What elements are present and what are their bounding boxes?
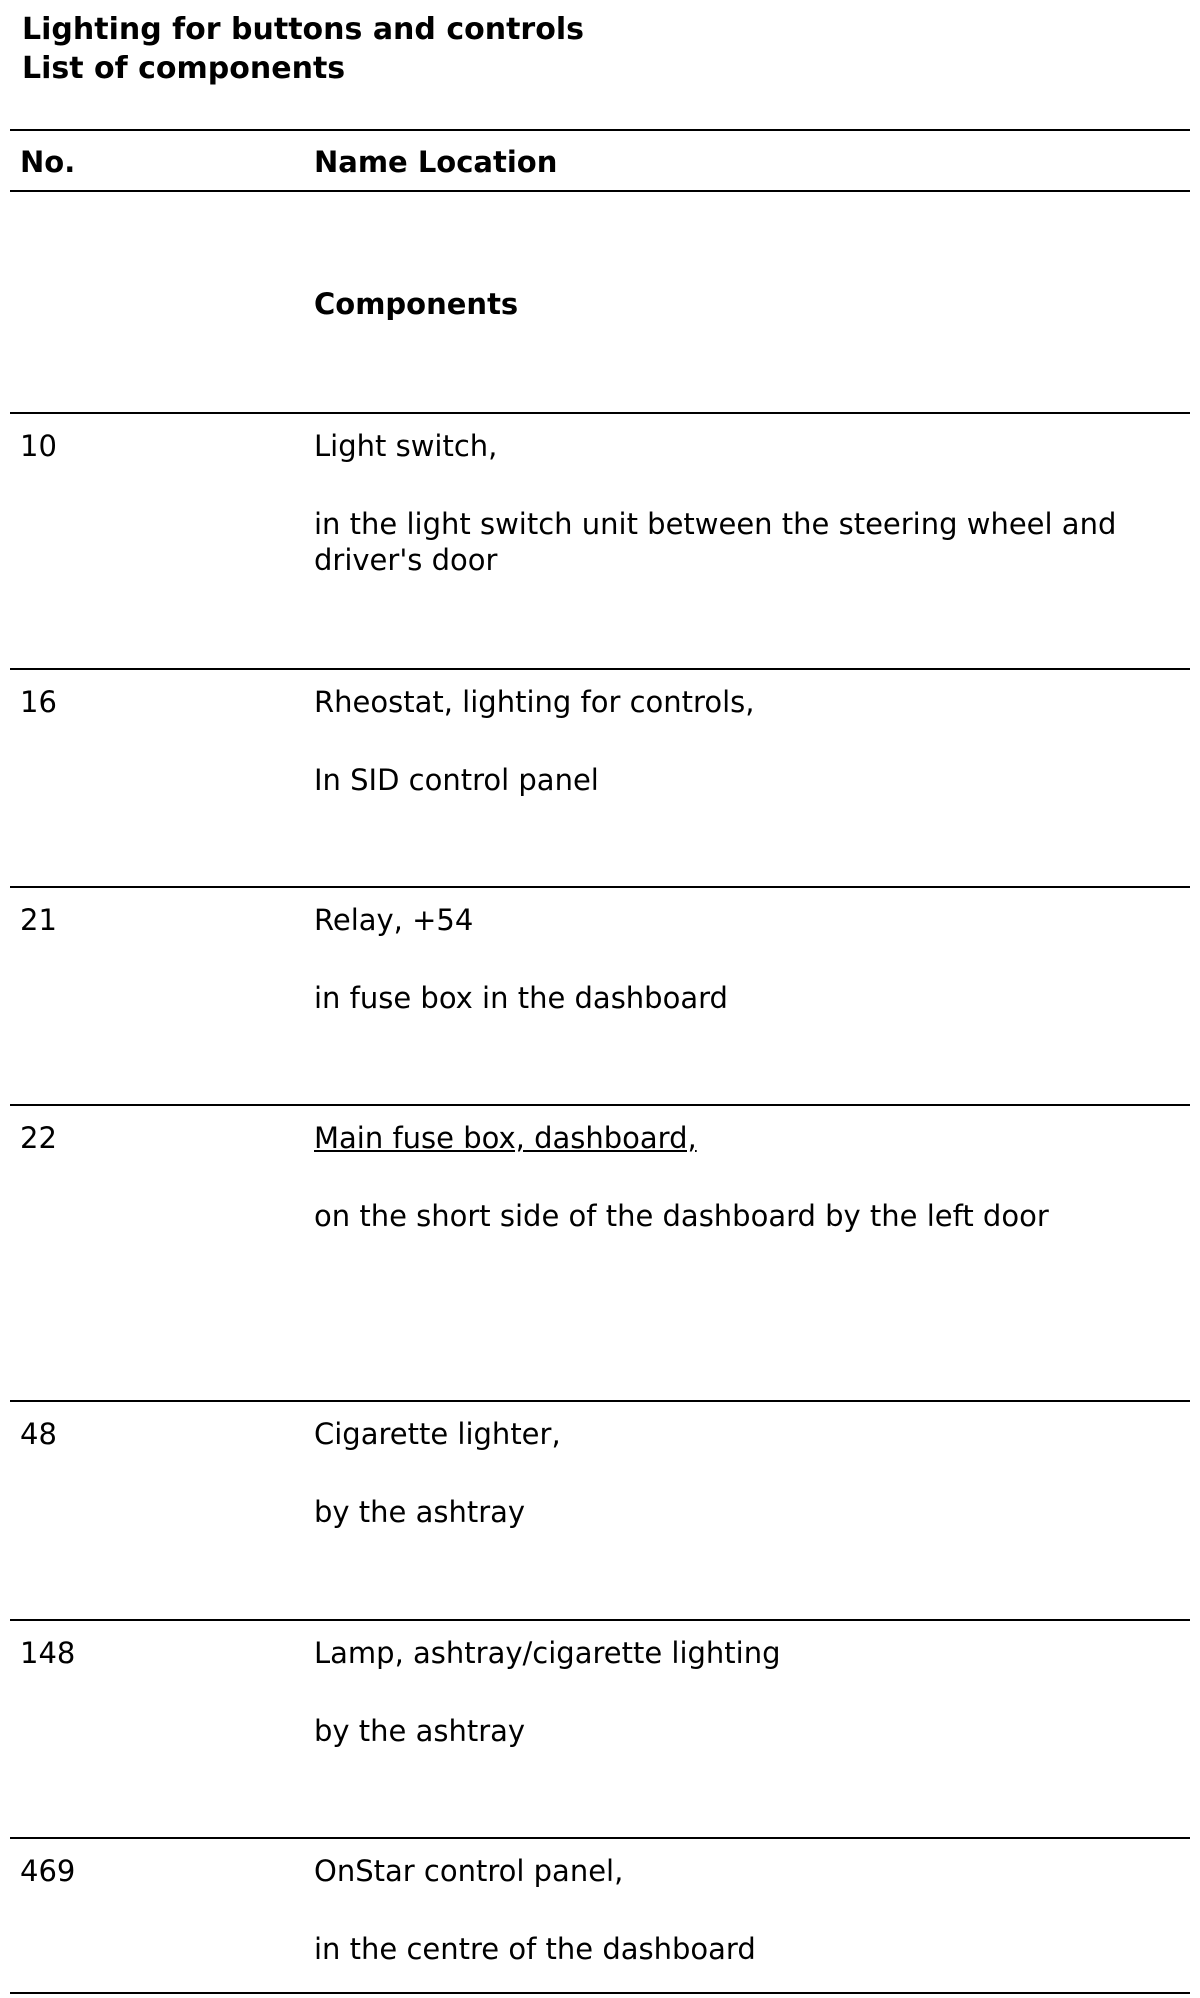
row-name: Light switch, — [314, 429, 498, 463]
row-number: 10 — [20, 429, 57, 463]
row-rule — [10, 412, 1190, 414]
column-header-name-location: Name Location — [314, 145, 558, 179]
row-rule — [10, 668, 1190, 670]
row-rule — [10, 1837, 1190, 1839]
row-name: Rheostat, lighting for controls, — [314, 685, 755, 719]
row-number: 148 — [20, 1636, 76, 1670]
row-location: in fuse box in the dashboard — [314, 981, 728, 1015]
row-rule — [10, 1619, 1190, 1621]
row-location: in the light switch unit between the steering wheel and driver's door — [314, 507, 1117, 577]
row-name: Lamp, ashtray/cigarette lighting — [314, 1636, 781, 1670]
row-name: Main fuse box, dashboard, — [314, 1121, 697, 1155]
title-line-2: List of components — [22, 51, 346, 86]
row-number: 469 — [20, 1854, 76, 1888]
table-bottom-rule — [10, 1992, 1190, 1994]
row-number: 21 — [20, 903, 57, 937]
row-number: 48 — [20, 1417, 57, 1451]
section-label-components: Components — [314, 287, 519, 321]
row-name: Relay, +54 — [314, 903, 474, 937]
row-number: 16 — [20, 685, 57, 719]
row-name: Cigarette lighter, — [314, 1417, 561, 1451]
document-title — [22, 10, 584, 88]
row-location: In SID control panel — [314, 763, 599, 797]
row-rule — [10, 886, 1190, 888]
title-line-1: Lighting for buttons and controls — [22, 12, 584, 47]
table-top-rule — [10, 129, 1190, 131]
row-rule — [10, 1400, 1190, 1402]
row-location: on the short side of the dashboard by the left door — [314, 1199, 1049, 1233]
row-location: by the ashtray — [314, 1714, 526, 1748]
row-location: in the centre of the dashboard — [314, 1932, 756, 1966]
row-name: OnStar control panel, — [314, 1854, 624, 1888]
row-rule — [10, 1104, 1190, 1106]
column-header-no: No. — [20, 145, 76, 179]
row-number: 22 — [20, 1121, 57, 1155]
row-location: by the ashtray — [314, 1495, 526, 1529]
header-bottom-rule — [10, 190, 1190, 192]
